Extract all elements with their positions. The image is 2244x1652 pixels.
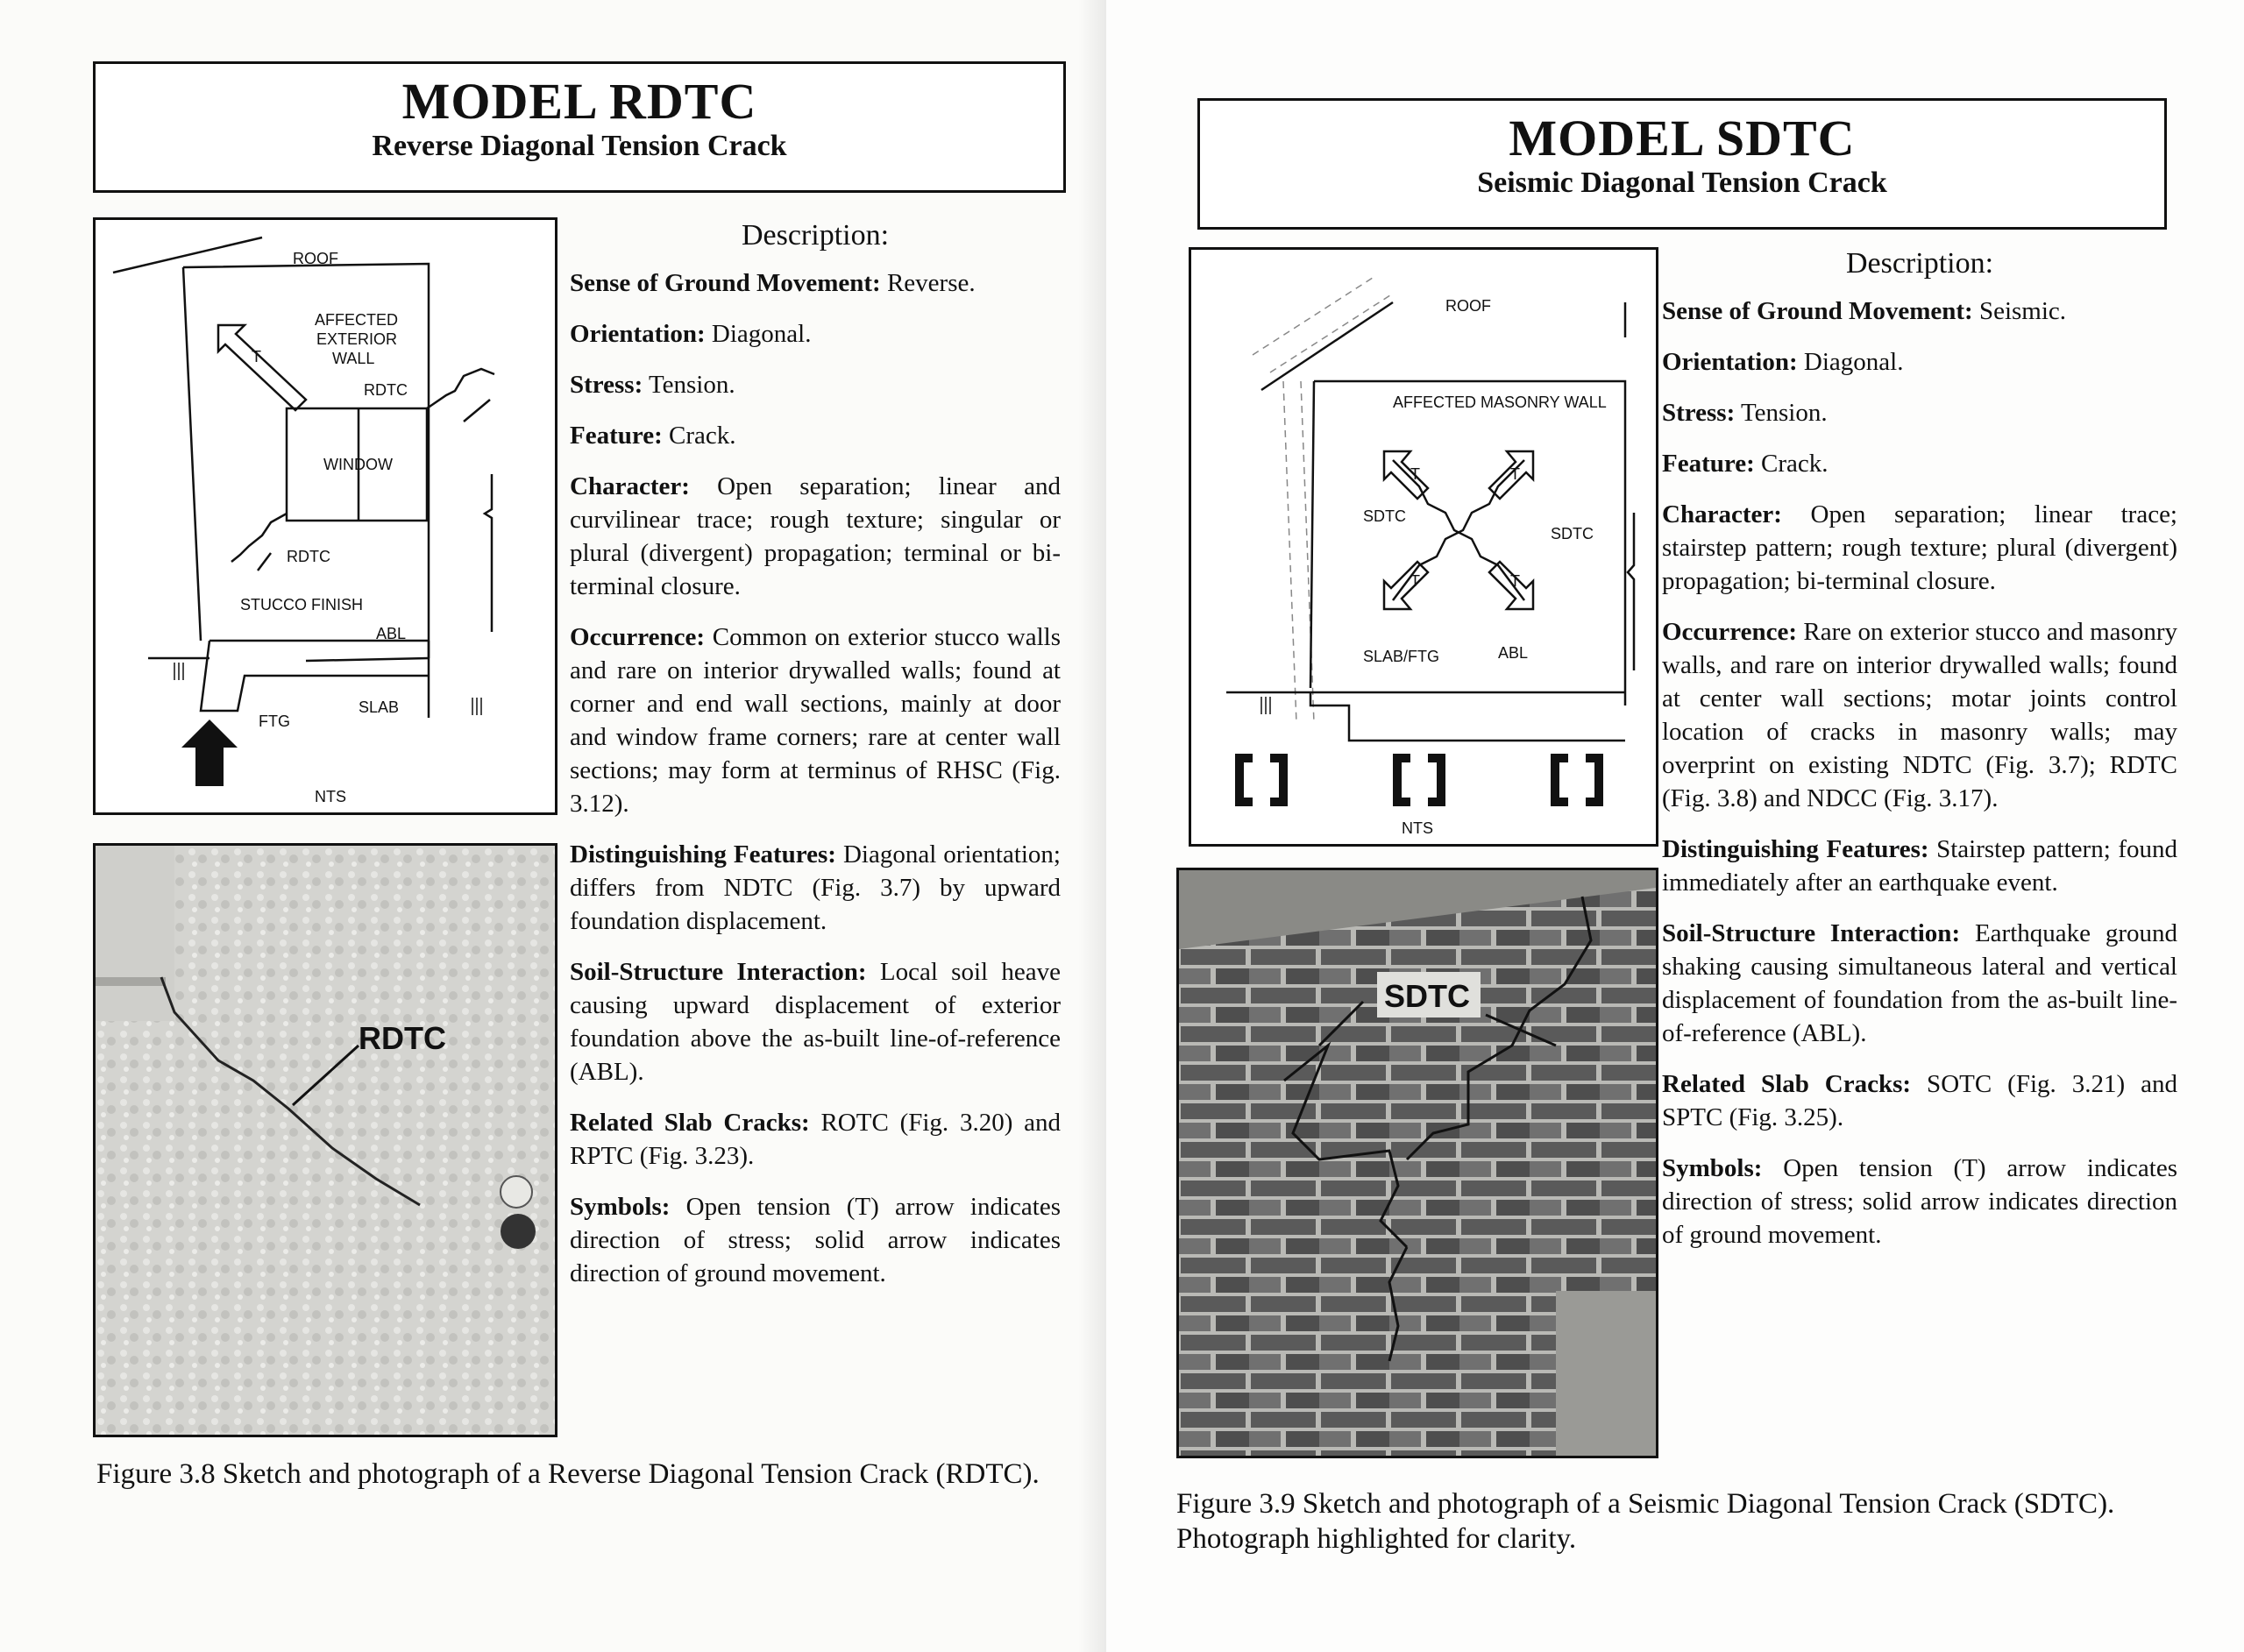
model-sdtc-title-box bbox=[1197, 98, 2167, 230]
description-item: Soil-Structure Interaction: Local soil heave causing upward displacement of exterior foundation above the as-built line-of-reference (ABL). bbox=[570, 958, 1062, 1086]
rdtc-sketch-drawing bbox=[96, 220, 555, 812]
sdtc-description bbox=[1662, 247, 2177, 1269]
right-page bbox=[1106, 0, 2244, 1652]
sketch-label-abl: ABL bbox=[1498, 644, 1529, 662]
sdtc-photo bbox=[1176, 868, 1658, 1458]
sketch-label-rdtc-upper: RDTC bbox=[364, 381, 408, 399]
model-subtitle: Seismic Diagonal Tension Crack bbox=[1477, 167, 1887, 199]
description-item: Stress: Tension. bbox=[1662, 399, 1828, 427]
sketch-label-stucco: STUCCO FINISH bbox=[240, 596, 364, 613]
description-item: Symbols: Open tension (T) arrow indicates direction of stress; solid arrow indicates direction of ground movement. bbox=[570, 1193, 1061, 1287]
sketch-label-nts: NTS bbox=[315, 788, 346, 805]
sdtc-sketch-drawing bbox=[1191, 250, 1656, 844]
photo-label-rdtc: RDTC bbox=[359, 1020, 446, 1056]
sketch-label-slab: SLAB bbox=[359, 698, 400, 716]
figure-caption: Figure 3.9 Sketch and photograph of a Seismic Diagonal Tension Crack (SDTC). Photograph highlighted for clarity. bbox=[1176, 1488, 2115, 1555]
description-item: Orientation: Diagonal. bbox=[1662, 348, 1904, 376]
sketch-label-abl: ABL bbox=[376, 625, 407, 642]
description-item: Occurrence: Common on exterior stucco walls and rare on interior drywalled walls; found at corner and end wall sections, mainly at door and window frame corners; rare at center wall sections; may form at terminus of RHSC (Fig. 3.12). bbox=[570, 623, 1061, 818]
description-item: Distinguishing Features: Diagonal orientation; differs from NDTC (Fig. 3.7) by upward foundation displacement. bbox=[570, 840, 1061, 935]
description-item: Soil-Structure Interaction: Earthquake ground shaking causing simultaneous lateral and vertical displacement of foundation from the as-built line-of-reference (ABL). bbox=[1662, 919, 2178, 1047]
sketch-label-sdtc-right: SDTC bbox=[1551, 525, 1594, 542]
sketch-label-slab-ftg: SLAB/FTG bbox=[1363, 648, 1440, 665]
sketch-label-t: T bbox=[252, 348, 261, 365]
description-item: Orientation: Diagonal. bbox=[570, 320, 812, 348]
description-item: Related Slab Cracks: ROTC (Fig. 3.20) and RPTC (Fig. 3.23). bbox=[570, 1109, 1062, 1170]
description-item: Character: Open separation; linear and curvilinear trace; rough texture; singular or plural (divergent) propagation; terminal or bi-terminal closure. bbox=[570, 472, 1061, 600]
sketch-label-roof: ROOF bbox=[1445, 297, 1491, 315]
model-title: MODEL RDTC bbox=[401, 73, 757, 130]
description-heading: Description: bbox=[1845, 247, 1994, 280]
description-item: Related Slab Cracks: SOTC (Fig. 3.21) and SPTC (Fig. 3.25). bbox=[1662, 1070, 2178, 1131]
description-item: Stress: Tension. bbox=[570, 371, 735, 399]
description-item: Distinguishing Features: Stairstep pattern; found immediately after an earthquake event. bbox=[1662, 835, 2177, 897]
description-item: Symbols: Open tension (T) arrow indicates direction of stress; solid arrow indicates direction of ground movement. bbox=[1662, 1154, 2177, 1249]
sketch-label-window: WINDOW bbox=[323, 456, 393, 473]
sketch-label-t3: T bbox=[1410, 572, 1420, 590]
sketch-label-sdtc-left: SDTC bbox=[1363, 507, 1406, 525]
sketch-label-affected: AFFECTED bbox=[315, 311, 399, 329]
sketch-label-affected-masonry-wall: AFFECTED MASONRY WALL bbox=[1393, 394, 1607, 411]
description-item: Feature: Crack. bbox=[570, 422, 736, 450]
model-title: MODEL SDTC bbox=[1509, 110, 1856, 167]
sketch-label-roof: ROOF bbox=[293, 250, 338, 267]
description-heading: Description: bbox=[741, 219, 890, 252]
left-page bbox=[0, 0, 1106, 1652]
description-item: Character: Open separation; linear trace; stairstep pattern; rough texture; plural (divergent) propagation; bi-terminal closure. bbox=[1662, 500, 2177, 595]
sdtc-sketch bbox=[1189, 247, 1658, 847]
rdtc-photo bbox=[93, 843, 557, 1437]
description-item: Sense of Ground Movement: Seismic. bbox=[1662, 297, 2067, 325]
description-item: Feature: Crack. bbox=[1662, 450, 1829, 478]
sketch-label-rdtc-lower: RDTC bbox=[287, 548, 330, 565]
sketch-label-ftg: FTG bbox=[259, 713, 290, 730]
model-subtitle: Reverse Diagonal Tension Crack bbox=[372, 130, 787, 162]
description-item: Sense of Ground Movement: Reverse. bbox=[570, 269, 976, 297]
sketch-label-t1: T bbox=[1410, 465, 1420, 483]
description-item: Occurrence: Rare on exterior stucco and masonry walls, and rare on interior drywalled walls; found at center wall sections; motar joints control location of cracks in masonry walls; may overprint on existing NDTC (Fig. 3.7); RDTC (Fig. 3.8) and NDCC (Fig. 3.17). bbox=[1662, 618, 2177, 812]
sketch-label-nts: NTS bbox=[1402, 819, 1433, 837]
sketch-label-wall: WALL bbox=[332, 350, 375, 367]
sdtc-photo-drawing bbox=[1179, 870, 1656, 1456]
rdtc-sketch bbox=[93, 217, 557, 815]
sketch-label-t4: T bbox=[1510, 572, 1520, 590]
sketch-label-exterior: EXTERIOR bbox=[316, 330, 398, 348]
rdtc-description bbox=[570, 219, 1061, 1308]
model-rdtc-title-box bbox=[93, 61, 1066, 193]
sketch-label-t2: T bbox=[1510, 465, 1520, 483]
photo-label-sdtc: SDTC bbox=[1384, 978, 1470, 1014]
figure-caption: Figure 3.8 Sketch and photograph of a Reverse Diagonal Tension Crack (RDTC). bbox=[96, 1458, 1040, 1490]
rdtc-photo-drawing bbox=[96, 846, 555, 1435]
